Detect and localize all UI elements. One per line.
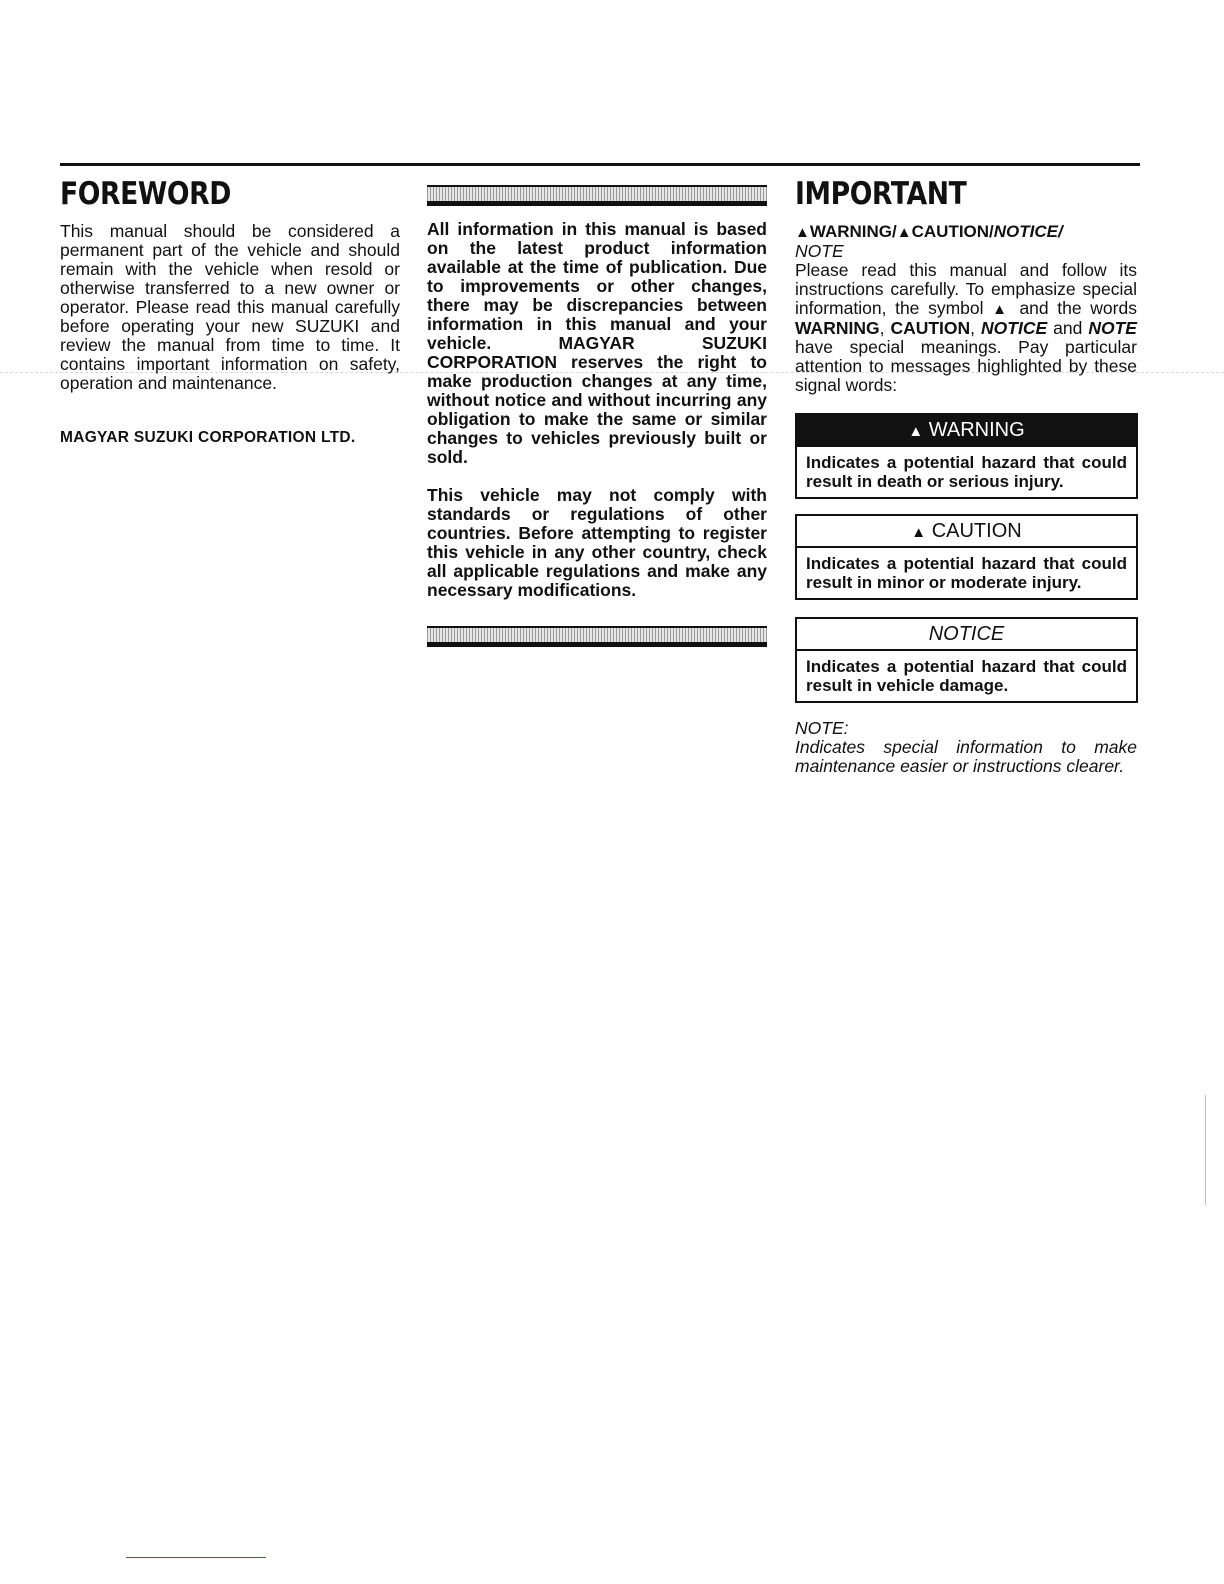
signal-words-heading: ▲WARNING/▲CAUTION/NOTICE/ <box>795 222 1063 241</box>
warning-triangle-icon: ▲ <box>896 224 912 241</box>
hatched-band-top <box>427 185 767 206</box>
note-block <box>795 719 1137 776</box>
warning-triangle-icon: ▲ <box>911 524 927 541</box>
caution-box-header <box>797 516 1136 548</box>
important-section <box>795 176 1137 776</box>
company-name: MAGYAR SUZUKI CORPORATION LTD. <box>60 429 356 446</box>
foreword-title: FOREWORD <box>60 176 231 212</box>
note-text: Indicates special information to make maintenance easier or instructions clearer. <box>795 737 1137 776</box>
notice-box-label: NOTICE <box>928 623 1005 645</box>
caution-box-text: Indicates a potential hazard that could result in minor or moderate injury. <box>806 554 1127 592</box>
warning-box <box>795 413 1138 499</box>
warning-box-header <box>797 415 1136 447</box>
hatched-band-bottom <box>427 626 767 647</box>
notice-box <box>795 617 1138 703</box>
disclaimer-section <box>427 185 767 647</box>
notice-box-text: Indicates a potential hazard that could result in vehicle damage. <box>806 657 1127 695</box>
warning-box-text: Indicates a potential hazard that could result in death or serious injury. <box>806 453 1127 491</box>
caution-box <box>795 514 1138 600</box>
important-intro: Please read this manual and follow its instructions carefully. To emphasize special information, the symbol ▲ and the words WARNING, CAUTION, NOTICE and NOTE have special meanings. Pay particular attention to messages highlighted by these signal words: <box>795 260 1137 395</box>
signal-note-word: NOTE <box>795 241 844 261</box>
disclaimer-paragraph-2: This vehicle may not comply with standards or regulations of other countries. Before attempting to register this vehicle in any other country, check all applicable regulations and make any necessary modifications. <box>427 485 767 600</box>
foreword-section <box>60 176 400 447</box>
warning-box-label: WARNING <box>928 419 1025 441</box>
warning-triangle-icon: ▲ <box>992 301 1011 318</box>
caution-box-label: CAUTION <box>931 520 1022 542</box>
disclaimer-paragraph-1: All information in this manual is based on the latest product information available at the time of publication. Due to improvements or other changes, there may be discrepancies between information in this manual and your vehicle. MAGYAR SUZUKI CORPORATION reserves the right to make production changes at any time, without notice and without incurring any obligation to make the same or similar changes to vehicles previously built or sold. <box>427 219 767 467</box>
warning-triangle-icon: ▲ <box>908 423 924 440</box>
notice-box-header <box>797 619 1136 651</box>
top-rule <box>60 163 1140 166</box>
scan-artifact-edge <box>1205 1095 1206 1205</box>
foreword-body: This manual should be considered a permanent part of the vehicle and should remain with the vehicle when resold or otherwise transferred to a new owner or operator. Please read this manual carefully before operating your new SUZUKI and review the manual from time to time. It contains important information on safety, operation and maintenance. <box>60 221 400 393</box>
note-label: NOTE: <box>795 718 849 738</box>
scan-artifact-underline <box>126 1557 266 1558</box>
important-title: IMPORTANT <box>795 176 967 212</box>
warning-triangle-icon: ▲ <box>795 224 810 241</box>
